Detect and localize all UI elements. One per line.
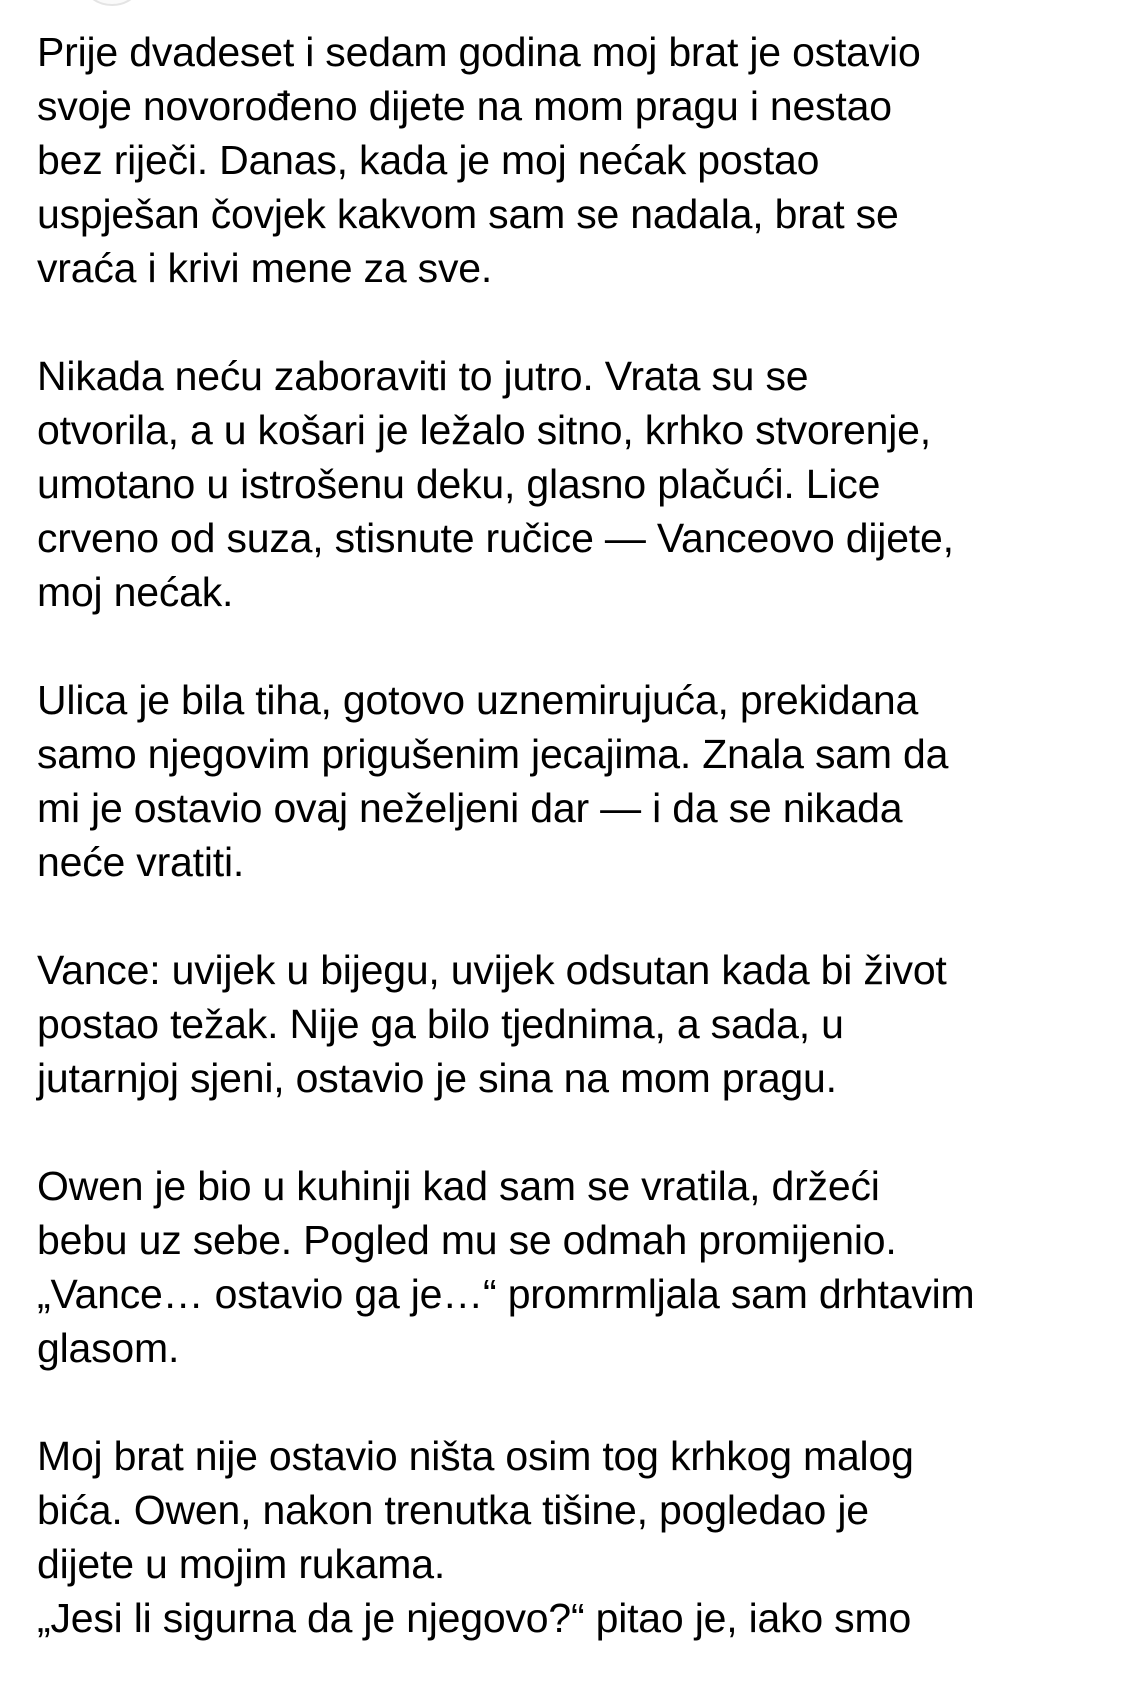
text-line: bebu uz sebe. Pogled mu se odmah promijenio. — [37, 1217, 897, 1263]
text-line: Nikada neću zaboraviti to jutro. Vrata su se — [37, 353, 809, 399]
paragraph — [37, 349, 1115, 619]
text-line: „Jesi li sigurna da je njegovo?“ pitao je, iako smo — [37, 1595, 912, 1641]
paragraph — [37, 1429, 1115, 1645]
paragraph — [37, 25, 1115, 295]
avatar — [78, 0, 146, 6]
story-text — [37, 25, 1115, 1699]
paragraph — [37, 1159, 1115, 1375]
text-line: Prije dvadeset i sedam godina moj brat je ostavio — [37, 29, 921, 75]
text-line: otvorila, a u košari je ležalo sitno, krhko stvorenje, — [37, 407, 931, 453]
paragraph — [37, 943, 1115, 1105]
text-line: umotano u istrošenu deku, glasno plačući. Lice — [37, 461, 881, 507]
text-line: Owen je bio u kuhinji kad sam se vratila, držeći — [37, 1163, 880, 1209]
paragraph — [37, 673, 1115, 889]
text-line: samo njegovim prigušenim jecajima. Znala sam da — [37, 731, 949, 777]
text-line: mi je ostavio ovaj neželjeni dar — i da se nikada — [37, 785, 903, 831]
text-line: jutarnjoj sjeni, ostavio je sina na mom pragu. — [37, 1055, 837, 1101]
text-line: postao težak. Nije ga bilo tjednima, a sada, u — [37, 1001, 844, 1047]
text-line: svoje novorođeno dijete na mom pragu i nestao — [37, 83, 892, 129]
text-line: „Vance… ostavio ga je…“ promrmljala sam drhtavim — [37, 1271, 975, 1317]
text-line: Ulica je bila tiha, gotovo uznemirujuća, prekidana — [37, 677, 919, 723]
text-line: Moj brat nije ostavio ništa osim tog krhkog malog — [37, 1433, 914, 1479]
text-line: neće vratiti. — [37, 839, 245, 885]
text-line: crveno od suza, stisnute ručice — Vanceovo dijete, — [37, 515, 954, 561]
text-line: vraća i krivi mene za sve. — [37, 245, 493, 291]
text-line: moj nećak. — [37, 569, 234, 615]
text-line: bića. Owen, nakon trenutka tišine, pogledao je — [37, 1487, 869, 1533]
text-line: glasom. — [37, 1325, 180, 1371]
text-line: bez riječi. Danas, kada je moj nećak postao — [37, 137, 820, 183]
text-line: Vance: uvijek u bijegu, uvijek odsutan kada bi život — [37, 947, 947, 993]
text-line: dijete u mojim rukama. — [37, 1541, 446, 1587]
text-line: uspješan čovjek kakvom sam se nadala, brat se — [37, 191, 899, 237]
